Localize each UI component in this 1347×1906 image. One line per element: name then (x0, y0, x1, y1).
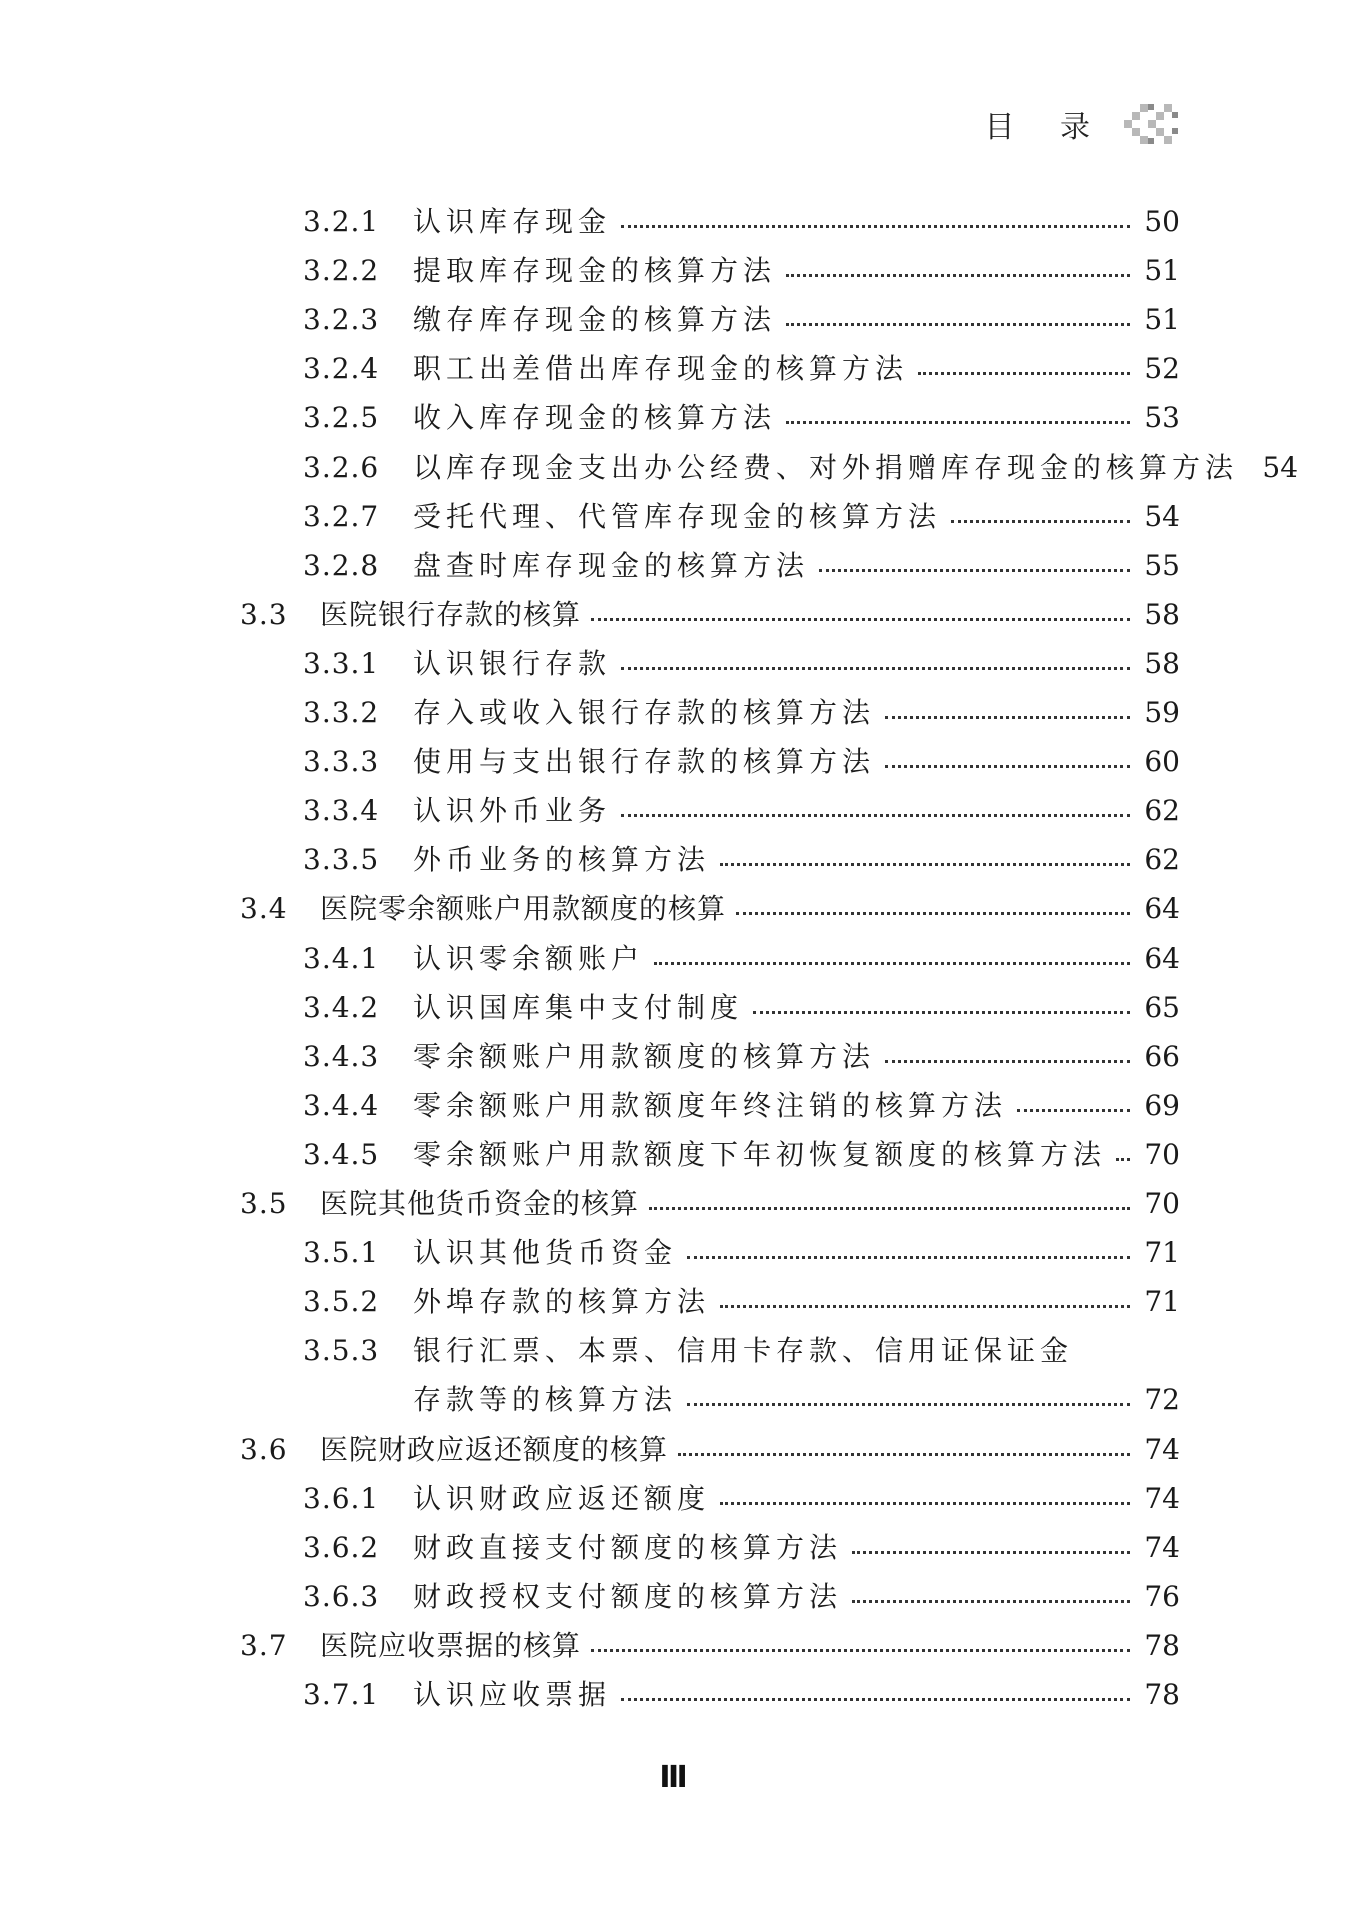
entry-number: 3.7.1 (303, 1678, 380, 1711)
toc-subsection-entry[interactable] (303, 1081, 1180, 1130)
leader-dots (720, 1500, 1130, 1505)
entry-page-number: 70 (1144, 1137, 1180, 1171)
entry-number: 3.2.5 (303, 401, 380, 435)
entry-number: 3.5 (240, 1187, 288, 1220)
entry-title: 医院银行存款的核算 (320, 597, 582, 631)
entry-number: 3.4.2 (303, 990, 380, 1024)
entry-title: 财政直接支付额度的核算方法 (413, 1530, 843, 1564)
toc-subsection-entry[interactable] (303, 1130, 1180, 1179)
entry-page-number: 66 (1144, 1039, 1180, 1073)
toc-subsection-entry[interactable] (303, 1228, 1180, 1277)
entry-title: 认识零余额账户 (413, 941, 645, 975)
entry-number: 3.3 (240, 597, 288, 631)
entry-title: 认识财政应返还额度 (413, 1481, 711, 1515)
entry-number: 3.4.5 (303, 1137, 380, 1171)
toc-subsection-entry[interactable] (303, 688, 1180, 737)
entry-title: 收入库存现金的核算方法 (413, 401, 777, 435)
chevron-pattern-icon (1110, 100, 1182, 148)
entry-number: 3.4 (240, 892, 288, 926)
leader-dots (720, 1303, 1130, 1308)
entry-page-number: 69 (1144, 1088, 1180, 1122)
entry-page-number: 51 (1144, 254, 1180, 288)
entry-title: 使用与支出银行存款的核算方法 (413, 745, 876, 779)
entry-page-number: 60 (1144, 745, 1180, 779)
entry-number: 3.3.1 (303, 646, 380, 680)
toc-subsection-entry[interactable] (303, 1277, 1180, 1326)
page-folio: Ⅲ (659, 1760, 688, 1795)
entry-page-number: 62 (1144, 794, 1180, 828)
leader-dots (951, 518, 1130, 523)
leader-dots (852, 1549, 1130, 1554)
entry-title: 医院应收票据的核算 (320, 1628, 582, 1662)
leader-dots (687, 1254, 1130, 1259)
entry-number: 3.3.2 (303, 696, 380, 729)
entry-number: 3.7 (240, 1628, 288, 1662)
entry-page-number: 74 (1144, 1530, 1180, 1564)
entry-title: 提取库存现金的核算方法 (413, 254, 777, 288)
entry-title: 认识银行存款 (413, 646, 612, 680)
entry-page-number: 64 (1144, 892, 1180, 926)
entry-title: 认识外币业务 (413, 794, 612, 828)
entry-page-number: 71 (1144, 1236, 1180, 1270)
leader-dots (720, 861, 1130, 866)
toc-subsection-entry[interactable] (303, 1474, 1180, 1523)
entry-title: 财政授权支付额度的核算方法 (413, 1579, 843, 1613)
toc-subsection-entry[interactable] (303, 737, 1180, 786)
entry-title: 认识其他货币资金 (413, 1236, 678, 1270)
leader-dots (1017, 1107, 1130, 1112)
entry-number: 3.2.6 (303, 450, 380, 484)
entry-title: 医院其他货币资金的核算 (320, 1187, 640, 1220)
toc-section-entry[interactable] (240, 1621, 1180, 1670)
leader-dots (591, 616, 1130, 621)
toc-subsection-entry[interactable] (303, 492, 1180, 541)
entry-page-number: 50 (1144, 205, 1180, 238)
entry-title: 医院财政应返还额度的核算 (320, 1432, 669, 1466)
toc-subsection-entry[interactable] (303, 246, 1180, 295)
entry-page-number: 74 (1144, 1432, 1180, 1466)
entry-title: 缴存库存现金的核算方法 (413, 303, 777, 337)
leader-dots (885, 763, 1130, 768)
entry-page-number: 72 (1144, 1383, 1180, 1417)
leader-dots (885, 1058, 1130, 1063)
entry-title: 外埠存款的核算方法 (413, 1285, 711, 1319)
entry-page-number: 59 (1144, 696, 1180, 729)
entry-title: 外币业务的核算方法 (413, 843, 711, 877)
entry-title: 存入或收入银行存款的核算方法 (413, 696, 876, 729)
toc-subsection-entry[interactable] (303, 1670, 1180, 1719)
toc-section-entry[interactable] (240, 1425, 1180, 1474)
entry-page-number: 53 (1144, 401, 1180, 435)
entry-page-number: 62 (1144, 843, 1180, 877)
leader-dots (819, 567, 1130, 572)
leader-dots (885, 714, 1130, 719)
leader-dots (786, 419, 1130, 424)
entry-title: 认识库存现金 (413, 205, 612, 238)
entry-number: 3.2.4 (303, 352, 380, 386)
leader-dots (621, 223, 1130, 228)
entry-number: 3.5.2 (303, 1285, 380, 1319)
leader-dots (786, 272, 1130, 277)
entry-page-number: 65 (1144, 990, 1180, 1024)
entry-title: 认识国库集中支付制度 (413, 990, 744, 1024)
entry-number: 3.6.1 (303, 1481, 380, 1515)
entry-title: 零余额账户用款额度下年初恢复额度的核算方法 (413, 1137, 1107, 1171)
entry-page-number: 58 (1144, 646, 1180, 680)
entry-page-number: 51 (1144, 303, 1180, 337)
entry-title: 医院零余额账户用款额度的核算 (320, 892, 727, 926)
entry-number: 3.3.4 (303, 794, 380, 828)
leader-dots (918, 370, 1130, 375)
entry-page-number: 78 (1144, 1678, 1180, 1711)
entry-page-number: 64 (1144, 941, 1180, 975)
entry-page-number: 55 (1144, 548, 1180, 582)
leader-dots (687, 1401, 1130, 1406)
leader-dots (786, 321, 1130, 326)
entry-number: 3.4.4 (303, 1088, 380, 1122)
entry-title: 受托代理、代管库存现金的核算方法 (413, 499, 942, 533)
toc-subsection-entry[interactable] (303, 443, 1299, 492)
entry-number: 3.5.1 (303, 1236, 380, 1270)
entry-page-number: 54 (1144, 499, 1180, 533)
entry-page-number: 78 (1144, 1628, 1180, 1662)
leader-dots (678, 1451, 1130, 1456)
leader-dots (621, 812, 1130, 817)
toc-section-entry[interactable] (240, 590, 1180, 639)
entry-page-number: 74 (1144, 1481, 1180, 1515)
entry-title: 存款等的核算方法 (413, 1383, 678, 1417)
entry-number: 3.2.1 (303, 205, 380, 238)
entry-number: 3.3.3 (303, 745, 380, 779)
toc-subsection-entry[interactable] (303, 934, 1180, 983)
toc-section-entry[interactable] (240, 1179, 1180, 1228)
entry-page-number: 54 (1262, 450, 1299, 484)
entry-title: 零余额账户用款额度的核算方法 (413, 1039, 876, 1073)
entry-number: 3.2.2 (303, 254, 380, 288)
toc-subsection-entry[interactable] (303, 197, 1180, 246)
entry-number: 3.4.1 (303, 941, 380, 975)
leader-dots (736, 910, 1130, 915)
leader-dots (649, 1205, 1130, 1210)
toc-subsection-entry[interactable] (303, 639, 1180, 688)
toc-subsection-entry[interactable] (303, 344, 1180, 393)
entry-page-number: 58 (1144, 597, 1180, 631)
toc-subsection-entry[interactable] (303, 1326, 1180, 1375)
entry-page-number: 52 (1144, 352, 1180, 386)
leader-dots (654, 960, 1130, 965)
entry-number: 3.6.2 (303, 1530, 380, 1564)
entry-title: 零余额账户用款额度年终注销的核算方法 (413, 1088, 1008, 1122)
entry-number: 3.3.5 (303, 843, 380, 877)
entry-page-number: 70 (1144, 1187, 1180, 1220)
entry-title: 认识应收票据 (413, 1678, 612, 1711)
toc-subsection-entry[interactable] (303, 835, 1180, 884)
toc-subsection-entry[interactable] (303, 1523, 1180, 1572)
entry-title: 以库存现金支出办公经费、对外捐赠库存现金的核算方法 (413, 450, 1239, 484)
toc-subsection-entry[interactable] (303, 1032, 1180, 1081)
entry-title: 盘查时库存现金的核算方法 (413, 548, 810, 582)
leader-dots (621, 665, 1130, 670)
header-title: 目 录 (984, 110, 1108, 145)
toc-subsection-entry[interactable] (303, 1572, 1180, 1621)
toc-subsection-entry[interactable] (303, 983, 1180, 1032)
entry-number: 3.2.8 (303, 548, 380, 582)
running-header (984, 100, 1182, 148)
entry-number: 3.4.3 (303, 1039, 380, 1073)
entry-number: 3.6.3 (303, 1579, 380, 1613)
entry-number: 3.2.3 (303, 303, 380, 337)
leader-dots (852, 1598, 1130, 1603)
entry-title: 职工出差借出库存现金的核算方法 (413, 352, 909, 386)
toc-section-entry[interactable] (240, 884, 1180, 933)
toc-subsection-entry[interactable] (303, 393, 1180, 442)
entry-page-number: 71 (1144, 1285, 1180, 1319)
toc-subsection-entry[interactable] (303, 786, 1180, 835)
entry-number: 3.6 (240, 1432, 288, 1466)
leader-dots (621, 1696, 1130, 1701)
toc-subsection-entry[interactable] (413, 1375, 1180, 1424)
leader-dots (753, 1009, 1130, 1014)
leader-dots (1116, 1156, 1130, 1161)
entry-number: 3.5.3 (303, 1334, 380, 1368)
toc-subsection-entry[interactable] (303, 541, 1180, 590)
entry-page-number: 76 (1144, 1579, 1180, 1613)
toc-subsection-entry[interactable] (303, 295, 1180, 344)
entry-title: 银行汇票、本票、信用卡存款、信用证保证金 (413, 1334, 1074, 1368)
leader-dots (591, 1647, 1130, 1652)
entry-number: 3.2.7 (303, 499, 380, 533)
